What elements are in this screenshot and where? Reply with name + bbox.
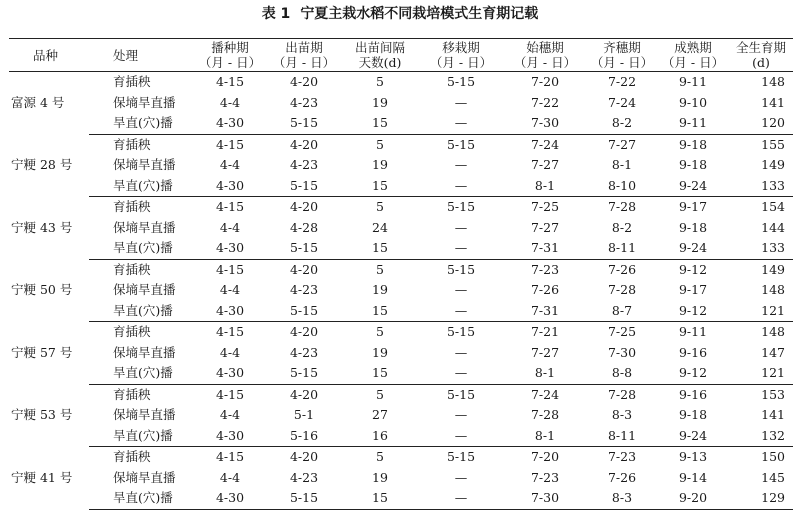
table-cell: 9-13 [678, 449, 708, 465]
table-cell: 4-20 [289, 199, 319, 215]
treatment-cell: 旱直(穴)播 [89, 488, 193, 509]
table-cell: 9-17 [678, 199, 708, 215]
table-cell: 19 [372, 282, 388, 298]
table-cell: 4-15 [215, 449, 245, 465]
column-header-line: 处理 [113, 47, 139, 63]
table-cell: 4-4 [219, 157, 241, 173]
table-cell: 7-31 [503, 301, 587, 322]
column-header [503, 39, 587, 72]
treatment-cell: 旱直(穴)播 [89, 238, 193, 259]
column-header [657, 39, 729, 72]
table-row [9, 197, 793, 218]
table-cell: 7-28 [607, 386, 637, 402]
table-cell: 4-20 [289, 449, 319, 465]
table-cell: 7-21 [530, 324, 560, 340]
column-header-line: 出苗间隔 [354, 40, 405, 55]
table-cell: 141 [761, 407, 785, 423]
table-cell: 4-20 [289, 324, 319, 340]
table-cell: 7-30 [503, 113, 587, 134]
table-cell: 9-18 [678, 219, 708, 235]
table-cell: — [454, 407, 468, 423]
table-cell: 15 [341, 488, 419, 509]
table-cell: 7-24 [530, 136, 560, 152]
table-cell: 5-15 [446, 74, 476, 90]
table-cell: 4-30 [193, 113, 267, 134]
table-row [9, 218, 793, 239]
treatment-cell: 育插秧 [113, 324, 151, 340]
table-cell: 120 [729, 113, 793, 134]
table-cell: 9-12 [678, 261, 708, 277]
table-cell: 4-4 [219, 469, 241, 485]
column-header [419, 39, 503, 72]
table-cell: 5-15 [267, 488, 341, 509]
table-cell: 7-23 [530, 261, 560, 277]
table-cell: 5-15 [446, 324, 476, 340]
table-cell: 132 [729, 426, 793, 447]
table-cell: 9-24 [657, 426, 729, 447]
table-cell: 121 [729, 363, 793, 384]
table-cell: — [419, 363, 503, 384]
table-cell: 5-15 [446, 199, 476, 215]
table-cell: 4-15 [215, 324, 245, 340]
table-cell: 5-15 [446, 136, 476, 152]
table-cell: 148 [761, 282, 785, 298]
treatment-cell: 保墒旱直播 [113, 344, 176, 360]
variety-cell: 富源 4 号 [11, 95, 65, 110]
table-row [9, 343, 793, 364]
table-cell: — [419, 301, 503, 322]
table-cell: 15 [341, 238, 419, 259]
table-cell: 7-22 [607, 74, 637, 90]
table-cell: — [419, 488, 503, 509]
column-header-line: 移栽期 [442, 40, 480, 55]
table-cell: 155 [761, 136, 785, 152]
table-cell: 7-28 [607, 282, 637, 298]
table-row [9, 384, 793, 405]
table-cell: 5-15 [446, 261, 476, 277]
table-cell: 7-22 [530, 94, 560, 110]
table-cell: 133 [729, 238, 793, 259]
table-row [9, 113, 793, 134]
table-cell: 8-3 [611, 407, 633, 423]
table-cell: 5-15 [446, 449, 476, 465]
table-row [9, 72, 793, 93]
table-row [9, 363, 793, 384]
table-cell: 7-28 [530, 407, 560, 423]
treatment-cell: 育插秧 [113, 74, 151, 90]
table-cell: 19 [372, 469, 388, 485]
table-cell: 5 [376, 261, 384, 277]
table-cell: 4-30 [193, 176, 267, 197]
table-cell: 121 [729, 301, 793, 322]
table-cell: 15 [341, 113, 419, 134]
column-header-line: (d) [752, 55, 770, 70]
table-cell: 9-18 [678, 407, 708, 423]
treatment-cell: 旱直(穴)播 [89, 363, 193, 384]
table-cell: 9-14 [678, 469, 708, 485]
table-cell: — [454, 344, 468, 360]
table-cell: 19 [372, 344, 388, 360]
column-header-line: 始穗期 [526, 40, 564, 55]
column-header-line: （月 - 日） [429, 55, 493, 70]
treatment-cell: 育插秧 [113, 449, 151, 465]
table-cell: 4-15 [215, 199, 245, 215]
column-header-line: （月 - 日） [661, 55, 725, 70]
table-cell: 9-24 [657, 176, 729, 197]
table-cell: 9-11 [678, 324, 708, 340]
column-header-line: （月 - 日） [513, 55, 577, 70]
table-cell: 9-16 [678, 386, 708, 402]
table-cell: 145 [761, 469, 785, 485]
table-cell: 19 [372, 157, 388, 173]
table-cell: 8-2 [611, 219, 633, 235]
table-cell: 5 [376, 199, 384, 215]
table-cell: — [454, 94, 468, 110]
table-cell: 9-10 [678, 94, 708, 110]
column-header-line: （月 - 日） [272, 55, 336, 70]
table-cell: 4-30 [193, 238, 267, 259]
table-body [9, 72, 793, 510]
table-cell: 5 [376, 136, 384, 152]
table-cell: 9-12 [657, 301, 729, 322]
table-row [9, 134, 793, 155]
table-cell: 5-15 [267, 238, 341, 259]
column-header-line: （月 - 日） [198, 55, 262, 70]
table-cell: 4-30 [193, 301, 267, 322]
table-cell: 15 [341, 176, 419, 197]
treatment-cell: 旱直(穴)播 [89, 113, 193, 134]
table-cell: 16 [341, 426, 419, 447]
table-cell: 7-27 [530, 344, 560, 360]
table-cell: 9-11 [678, 74, 708, 90]
table-cell: 8-8 [587, 363, 657, 384]
table-cell: 4-23 [289, 157, 319, 173]
table-cell: 133 [729, 176, 793, 197]
treatment-cell: 保墒旱直播 [113, 219, 176, 235]
table-cell: 4-28 [289, 219, 319, 235]
table-cell: 7-24 [530, 386, 560, 402]
table-cell: 148 [761, 324, 785, 340]
table-header [9, 39, 793, 72]
table-cell: 7-27 [530, 219, 560, 235]
table-cell: 154 [761, 199, 785, 215]
column-header-line: 出苗期 [285, 40, 323, 55]
table-cell: 8-1 [611, 157, 633, 173]
table-caption [0, 6, 800, 22]
table-cell: 4-30 [193, 488, 267, 509]
column-header [267, 39, 341, 72]
table-cell: — [454, 282, 468, 298]
column-header-line: 品种 [33, 47, 59, 63]
treatment-cell: 育插秧 [113, 136, 151, 152]
growth-period-table [9, 38, 793, 510]
table-cell: — [419, 426, 503, 447]
table-cell: 24 [372, 219, 388, 235]
table-cell: 4-15 [215, 74, 245, 90]
table-cell: 4-15 [215, 386, 245, 402]
table-cell: 7-26 [530, 282, 560, 298]
table-cell: 4-4 [219, 282, 241, 298]
table-cell: 9-17 [678, 282, 708, 298]
column-header [193, 39, 267, 72]
table-cell: 9-12 [657, 363, 729, 384]
table-cell: — [454, 469, 468, 485]
table-row [9, 488, 793, 509]
table-cell: 5 [376, 386, 384, 402]
table-cell: 5 [376, 324, 384, 340]
table-row [9, 93, 793, 114]
treatment-cell: 保墒旱直播 [113, 157, 176, 173]
table-cell: 150 [761, 449, 785, 465]
header-row [9, 39, 793, 72]
table-cell: 8-3 [587, 488, 657, 509]
table-cell: — [419, 113, 503, 134]
table-cell: 144 [761, 219, 785, 235]
table-cell: 7-27 [530, 157, 560, 173]
table-cell: 5-15 [267, 363, 341, 384]
table-cell: 4-23 [289, 469, 319, 485]
column-header-line: 天数(d) [358, 55, 402, 70]
table-cell: 15 [341, 301, 419, 322]
table-cell: 7-27 [607, 136, 637, 152]
column-header [9, 39, 89, 72]
table-cell: 4-4 [219, 94, 241, 110]
column-header-line: 全生育期 [735, 40, 786, 55]
table-row [9, 280, 793, 301]
table-cell: 8-1 [503, 363, 587, 384]
table-cell: 7-28 [607, 199, 637, 215]
table-cell: 9-18 [678, 157, 708, 173]
table-cell: 7-26 [607, 469, 637, 485]
table-cell: 7-24 [607, 94, 637, 110]
table-cell: 9-18 [678, 136, 708, 152]
table-row [9, 447, 793, 468]
table-cell: 4-15 [215, 136, 245, 152]
table-cell: 5 [376, 449, 384, 465]
table-row [9, 301, 793, 322]
table-cell: 5-1 [293, 407, 315, 423]
table-cell: 148 [761, 74, 785, 90]
table-cell: 5-15 [267, 301, 341, 322]
table-cell: 9-16 [678, 344, 708, 360]
treatment-cell: 育插秧 [113, 199, 151, 215]
table-cell: 9-24 [657, 238, 729, 259]
treatment-cell: 育插秧 [113, 261, 151, 277]
column-header-line: 齐穗期 [603, 40, 641, 55]
table-cell: 4-20 [289, 261, 319, 277]
table-row [9, 155, 793, 176]
variety-cell: 宁粳 53 号 [11, 407, 73, 423]
table-cell: 7-25 [530, 199, 560, 215]
table-cell: 4-4 [219, 407, 241, 423]
table-cell: 4-20 [289, 386, 319, 402]
table-cell: 8-2 [587, 113, 657, 134]
table-cell: 4-23 [289, 94, 319, 110]
table-cell: 4-23 [289, 344, 319, 360]
column-header-line: 成熟期 [674, 40, 712, 55]
treatment-cell: 旱直(穴)播 [89, 176, 193, 197]
variety-cell: 宁粳 57 号 [11, 344, 73, 360]
table-cell: 7-23 [607, 449, 637, 465]
table-cell: 8-11 [587, 238, 657, 259]
table-row [9, 259, 793, 280]
table-row [9, 176, 793, 197]
variety-cell: 宁粳 41 号 [11, 469, 73, 485]
table-cell: 4-20 [289, 74, 319, 90]
table-cell: 4-4 [219, 219, 241, 235]
table-cell: 5-15 [267, 176, 341, 197]
table-cell: 8-1 [503, 176, 587, 197]
table-cell: 9-20 [657, 488, 729, 509]
table-row [9, 426, 793, 447]
column-header-line: （月 - 日） [590, 55, 654, 70]
treatment-cell: 育插秧 [113, 386, 151, 402]
table-row [9, 405, 793, 426]
variety-cell: 宁粳 50 号 [11, 282, 73, 298]
table-cell: 7-25 [607, 324, 637, 340]
treatment-cell: 旱直(穴)播 [89, 426, 193, 447]
table-cell: 153 [761, 386, 785, 402]
table-cell: 149 [761, 261, 785, 277]
table-cell: 19 [372, 94, 388, 110]
variety-cell: 宁粳 43 号 [11, 219, 73, 235]
table-cell: 8-11 [587, 426, 657, 447]
table-cell: 5-16 [267, 426, 341, 447]
treatment-cell: 保墒旱直播 [113, 407, 176, 423]
table-cell: 4-30 [193, 426, 267, 447]
table-title: 宁夏主栽水稻不同栽培模式生育期记载 [300, 6, 539, 22]
column-header [341, 39, 419, 72]
table-cell: 7-30 [607, 344, 637, 360]
table-cell: 4-15 [215, 261, 245, 277]
table-cell: 8-7 [587, 301, 657, 322]
table-cell: 141 [761, 94, 785, 110]
table-number: 表 1 [261, 6, 291, 22]
table-cell: 7-23 [530, 469, 560, 485]
table-cell: 129 [729, 488, 793, 509]
table-row [9, 238, 793, 259]
table-cell: 147 [761, 344, 785, 360]
table-cell: 8-1 [503, 426, 587, 447]
table-cell: 4-4 [219, 344, 241, 360]
column-header [729, 39, 793, 72]
table-cell: 5 [376, 74, 384, 90]
table-cell: 7-20 [530, 449, 560, 465]
table-cell: 4-23 [289, 282, 319, 298]
table-cell: 8-10 [587, 176, 657, 197]
table-cell: 27 [372, 407, 388, 423]
table-cell: — [454, 219, 468, 235]
table-cell: 4-20 [289, 136, 319, 152]
table-cell: — [454, 157, 468, 173]
treatment-cell: 保墒旱直播 [113, 282, 176, 298]
column-header-line: 播种期 [211, 40, 249, 55]
treatment-cell: 保墒旱直播 [113, 94, 176, 110]
table-cell: 9-11 [657, 113, 729, 134]
column-header [587, 39, 657, 72]
treatment-cell: 保墒旱直播 [113, 469, 176, 485]
table-row [9, 322, 793, 343]
table-cell: 7-31 [503, 238, 587, 259]
table-cell: 7-30 [503, 488, 587, 509]
table-cell: 4-30 [193, 363, 267, 384]
column-header [89, 39, 193, 72]
table-cell: — [419, 176, 503, 197]
table-cell: — [419, 238, 503, 259]
variety-cell: 宁粳 28 号 [11, 157, 73, 173]
table-cell: 7-20 [530, 74, 560, 90]
table-row [9, 468, 793, 489]
treatment-cell: 旱直(穴)播 [89, 301, 193, 322]
table-cell: 5-15 [267, 113, 341, 134]
table-cell: 5-15 [446, 386, 476, 402]
table-cell: 149 [761, 157, 785, 173]
table-cell: 15 [341, 363, 419, 384]
table-cell: 7-26 [607, 261, 637, 277]
